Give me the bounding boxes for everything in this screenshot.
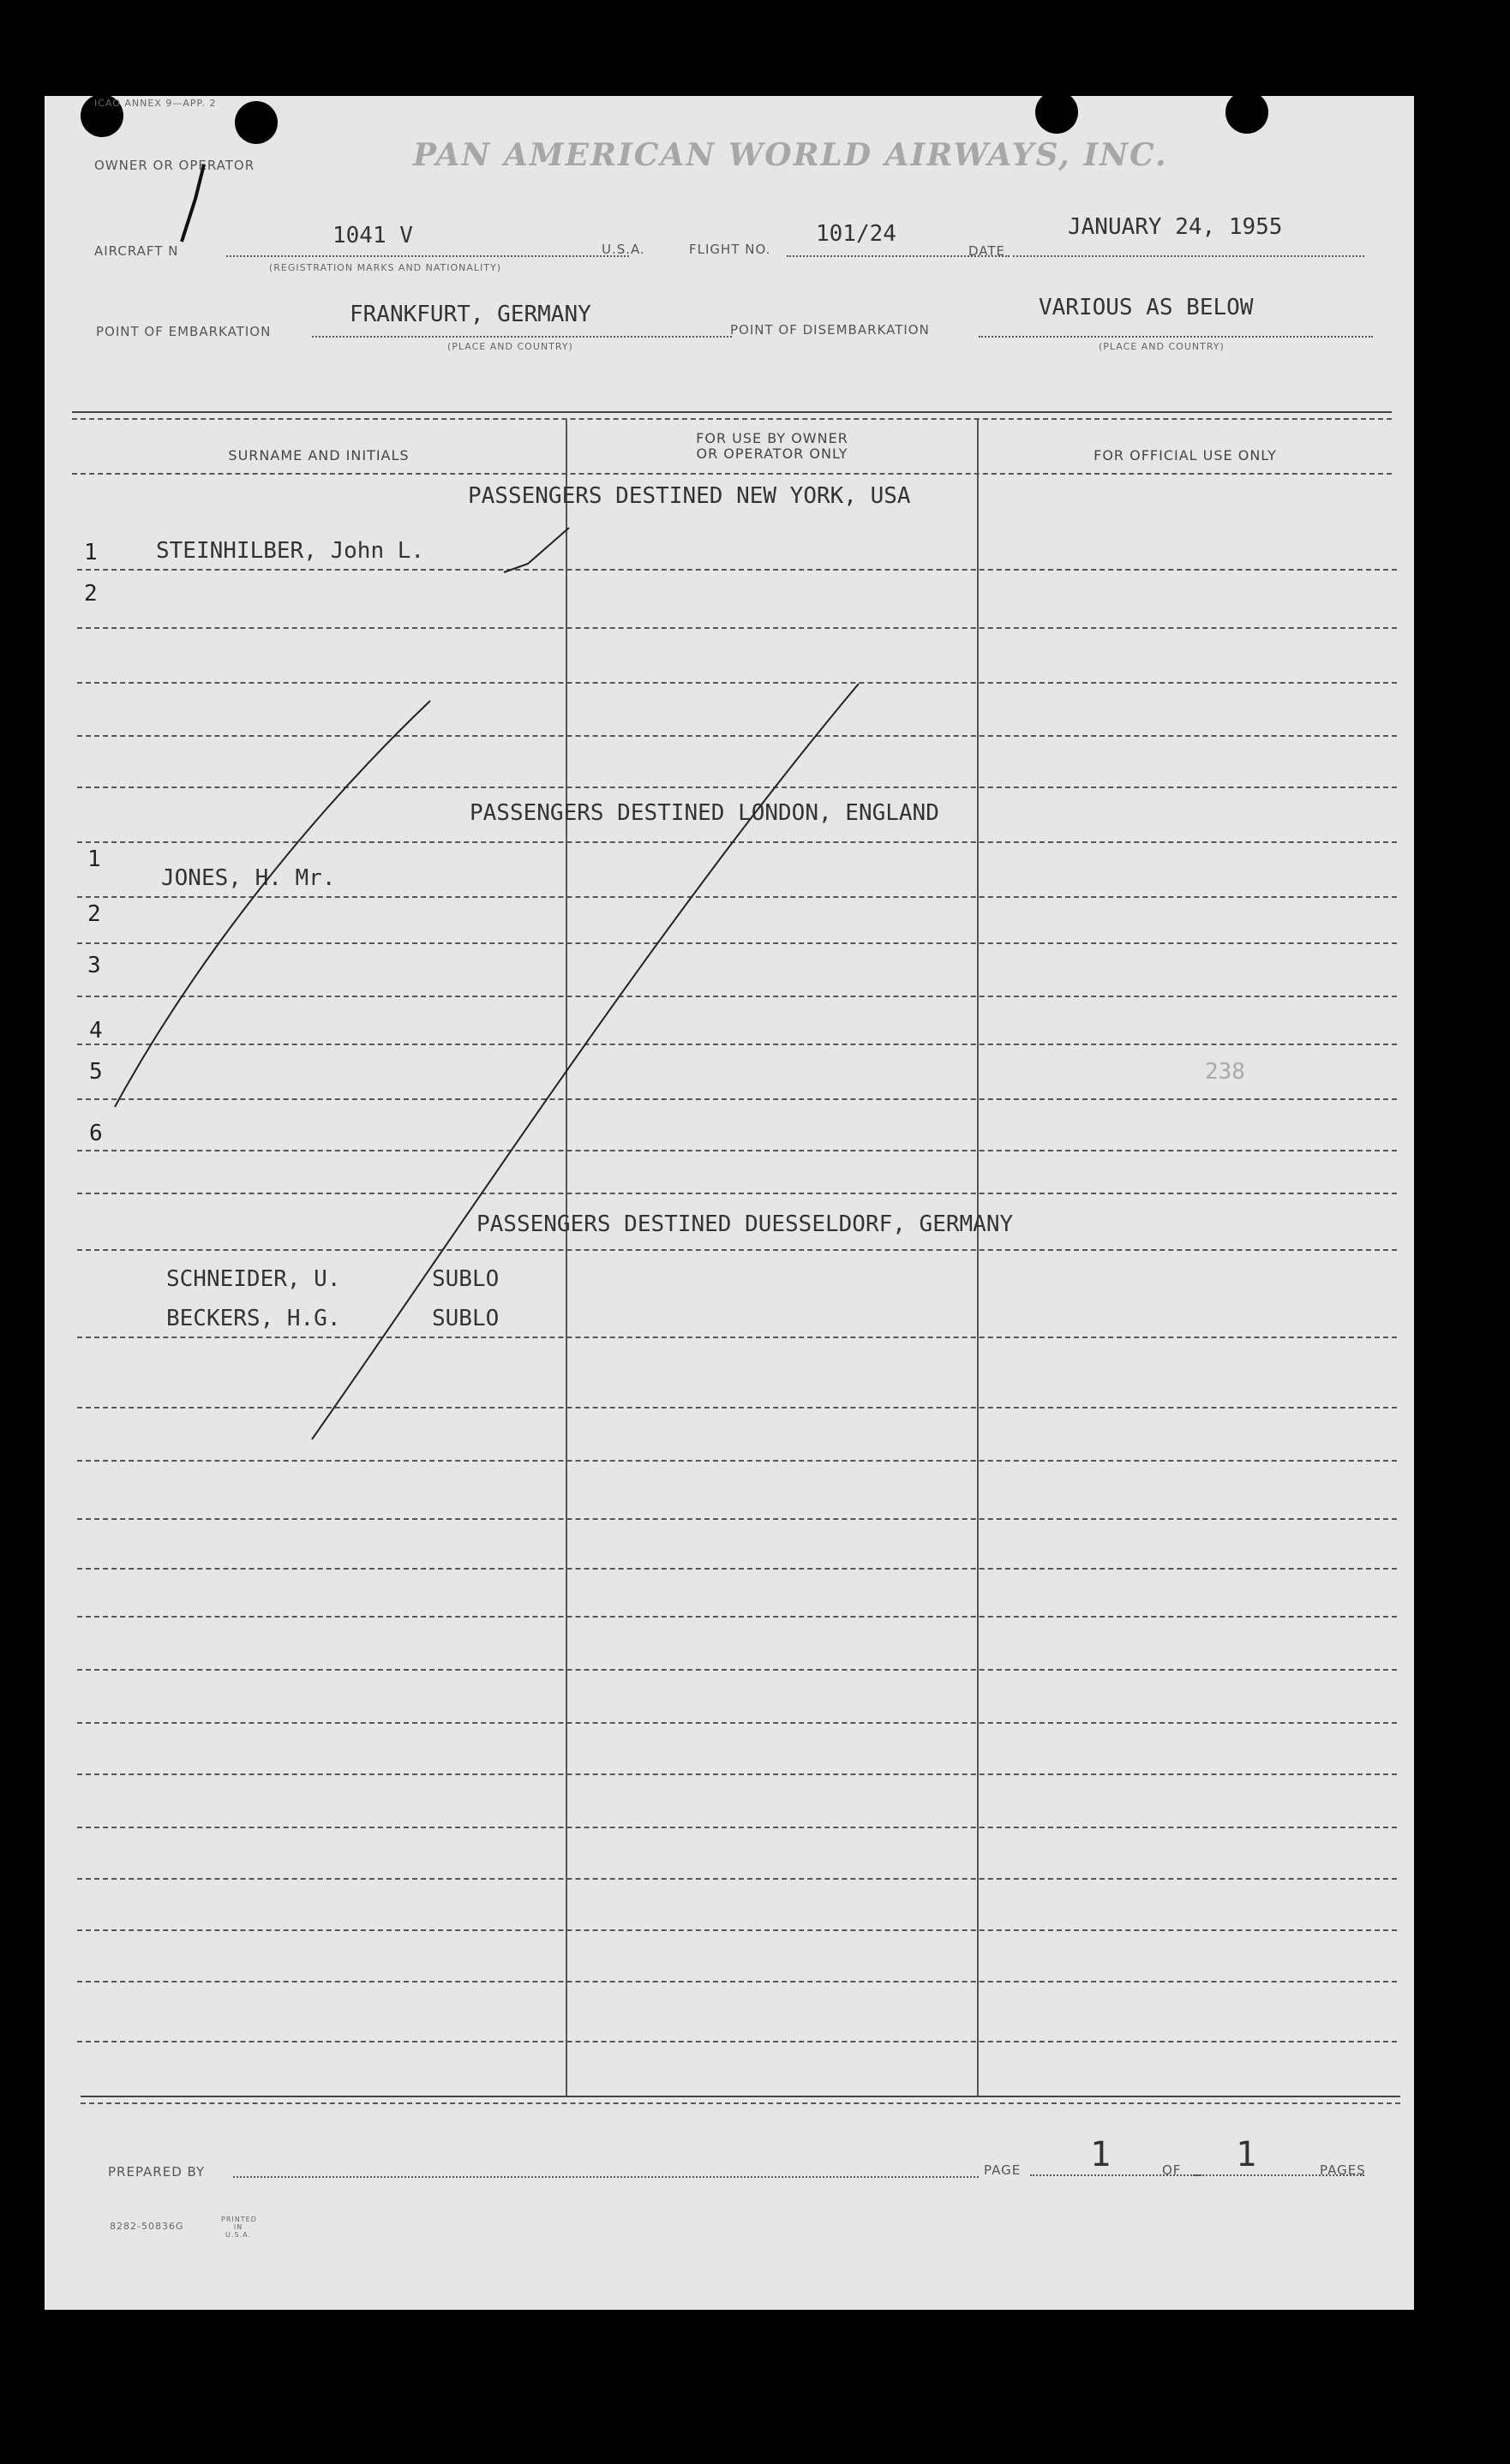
pen-strike-right: [312, 684, 859, 1439]
column-header-surname: SURNAME AND INITIALS: [228, 447, 410, 463]
disembark-value: VARIOUS AS BELOW: [1039, 295, 1254, 320]
passenger-note: SUBLO: [432, 1306, 500, 1331]
pen-check-mark: [504, 528, 569, 572]
owner-signature-mark: [182, 164, 204, 242]
passenger-name: STEINHILBER, John L.: [156, 538, 425, 564]
disembark-label: POINT OF DISEMBARKATION: [730, 322, 930, 338]
section-heading-duesseldorf: PASSENGERS DESTINED DUESSELDORF, GERMANY: [476, 1211, 1014, 1237]
embark-label: POINT OF EMBARKATION: [96, 324, 272, 339]
row-number: 5: [89, 1059, 103, 1085]
flight-label: FLIGHT NO.: [689, 242, 771, 257]
flight-value: 101/24: [816, 221, 896, 247]
embark-value: FRANKFURT, GERMANY: [350, 302, 591, 327]
prepared-by-label: PREPARED BY: [108, 2164, 206, 2180]
aircraft-label: AIRCRAFT N: [94, 243, 179, 259]
passenger-name: JONES, H. Mr.: [161, 865, 336, 891]
airline-name: PAN AMERICAN WORLD AIRWAYS, INC.: [413, 137, 1168, 173]
of-label: OF: [1162, 2162, 1182, 2178]
column-header-owner-use-2: OR OPERATOR ONLY: [696, 446, 848, 462]
official-use-mark: 238: [1205, 1059, 1245, 1085]
passenger-name: BECKERS, H.G.: [166, 1306, 341, 1331]
row-number: 3: [87, 953, 101, 978]
column-header-owner-use-1: FOR USE BY OWNER: [696, 430, 848, 446]
column-header-official: FOR OFFICIAL USE ONLY: [1094, 447, 1277, 463]
date-value: JANUARY 24, 1955: [1068, 214, 1283, 240]
disembark-note: (PLACE AND COUNTRY): [1099, 341, 1225, 352]
row-number: 4: [89, 1018, 103, 1044]
pages-value: 1: [1236, 2135, 1257, 2174]
pages-label: PAGES: [1320, 2162, 1366, 2178]
form-number: 8282-50836G: [110, 2221, 184, 2232]
row-number: 2: [84, 581, 98, 607]
page-label: PAGE: [984, 2162, 1022, 2178]
usa-label: U.S.A.: [602, 242, 645, 257]
passenger-note: SUBLO: [432, 1266, 500, 1292]
pen-strokes: [45, 96, 1414, 2310]
aircraft-note: (REGISTRATION MARKS AND NATIONALITY): [269, 262, 502, 273]
page-value: 1: [1090, 2135, 1112, 2174]
date-label: DATE: [968, 243, 1006, 259]
printed-note: PRINTED IN U.S.A.: [221, 2216, 257, 2239]
row-number: 1: [84, 540, 98, 565]
form-code: ICAO ANNEX 9—APP. 2: [94, 98, 217, 109]
manifest-page: [45, 96, 1414, 2310]
row-number: 6: [89, 1121, 103, 1146]
aircraft-value: 1041 V: [333, 223, 413, 248]
passenger-name: SCHNEIDER, U.: [166, 1266, 341, 1292]
row-number: 2: [87, 901, 101, 927]
row-number: 1: [87, 846, 101, 872]
section-heading-london: PASSENGERS DESTINED LONDON, ENGLAND: [470, 800, 939, 826]
owner-label: OWNER OR OPERATOR: [94, 158, 255, 173]
embark-note: (PLACE AND COUNTRY): [447, 341, 573, 352]
section-heading-new-york: PASSENGERS DESTINED NEW YORK, USA: [468, 483, 911, 509]
pen-strike-left: [115, 701, 430, 1107]
